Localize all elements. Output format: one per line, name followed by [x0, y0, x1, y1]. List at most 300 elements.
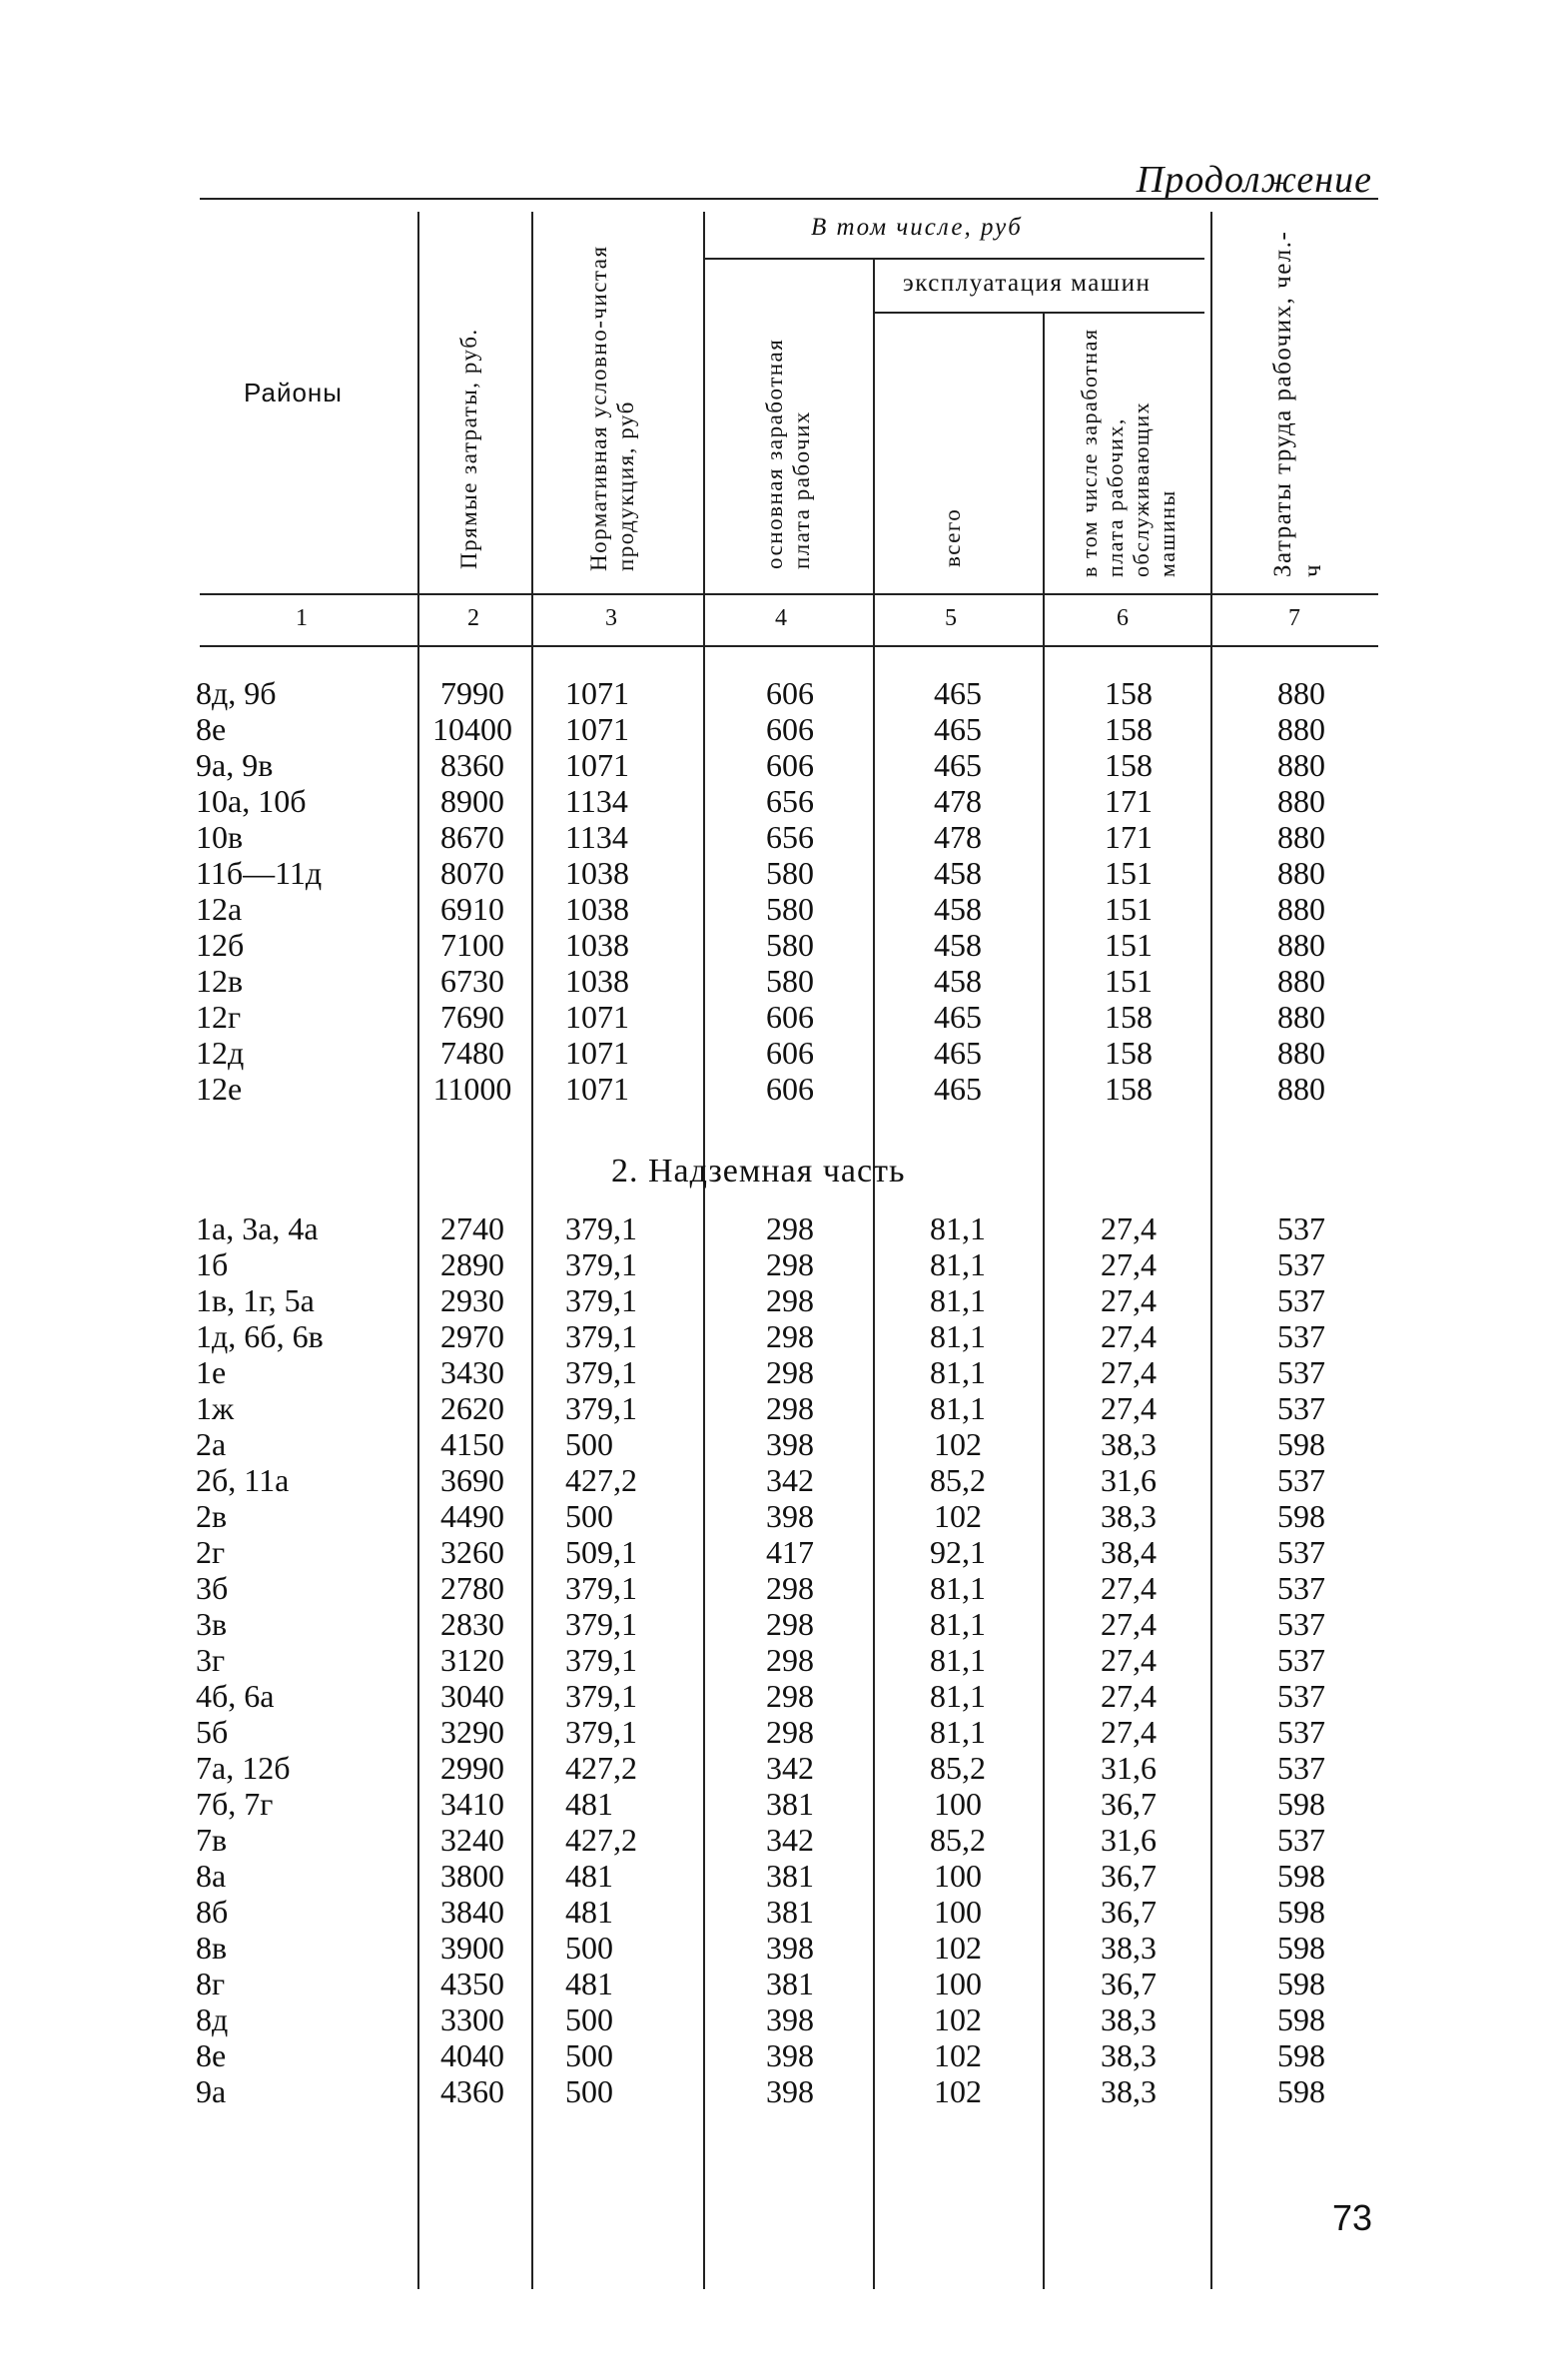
cell-normative-product: 379,1	[565, 1318, 637, 1354]
cell-district: 3г	[196, 1642, 226, 1678]
cell-machine-total: 85,2	[930, 1822, 986, 1858]
cell-district: 10а, 10б	[196, 783, 307, 819]
cell-base-wages: 381	[766, 1966, 814, 2001]
cell-normative-product: 379,1	[565, 1570, 637, 1606]
cell-base-wages: 298	[766, 1606, 814, 1642]
cell-normative-product: 481	[565, 1786, 613, 1822]
cell-direct-costs: 7480	[440, 1035, 504, 1071]
cell-machine-wages: 27,4	[1101, 1282, 1157, 1318]
table-row	[0, 1570, 1398, 1606]
cell-machine-total: 102	[934, 1426, 982, 1462]
table-row	[0, 891, 1398, 927]
cell-labor-cost: 537	[1277, 1318, 1325, 1354]
cell-direct-costs: 3300	[440, 2001, 504, 2037]
cell-normative-product: 379,1	[565, 1210, 637, 1246]
cell-machine-wages: 38,3	[1101, 1930, 1157, 1966]
table-row	[0, 783, 1398, 819]
table-row	[0, 999, 1398, 1035]
including-rule	[705, 258, 1204, 260]
cell-direct-costs: 3690	[440, 1462, 504, 1498]
cell-base-wages: 606	[766, 711, 814, 747]
cell-labor-cost: 598	[1277, 2073, 1325, 2109]
cell-normative-product: 379,1	[565, 1390, 637, 1426]
cell-direct-costs: 4360	[440, 2073, 504, 2109]
table-row	[0, 2073, 1398, 2109]
cell-direct-costs: 4490	[440, 1498, 504, 1534]
cell-labor-cost: 880	[1277, 1035, 1325, 1071]
cell-machine-wages: 171	[1105, 783, 1153, 819]
table-row	[0, 675, 1398, 711]
table-row	[0, 1426, 1398, 1462]
cell-base-wages: 580	[766, 855, 814, 891]
cell-labor-cost: 537	[1277, 1678, 1325, 1714]
districts-header: Районы	[244, 378, 343, 407]
cell-base-wages: 298	[766, 1210, 814, 1246]
cell-labor-cost: 880	[1277, 963, 1325, 999]
table-row	[0, 1462, 1398, 1498]
cell-direct-costs: 3290	[440, 1714, 504, 1750]
cell-district: 10в	[196, 819, 244, 855]
cell-normative-product: 1038	[565, 855, 629, 891]
cell-base-wages: 298	[766, 1318, 814, 1354]
cell-base-wages: 381	[766, 1858, 814, 1894]
header-top-rule	[200, 198, 1378, 200]
cell-base-wages: 298	[766, 1678, 814, 1714]
cell-base-wages: 398	[766, 2001, 814, 2037]
cell-labor-cost: 537	[1277, 1606, 1325, 1642]
cell-machine-total: 102	[934, 2001, 982, 2037]
cell-machine-wages: 151	[1105, 963, 1153, 999]
cell-normative-product: 481	[565, 1894, 613, 1930]
section-title: 2. Надземная часть	[611, 1153, 906, 1190]
cell-direct-costs: 3260	[440, 1534, 504, 1570]
cell-labor-cost: 598	[1277, 1786, 1325, 1822]
column-number-1: 1	[296, 605, 308, 631]
table-row	[0, 1246, 1398, 1282]
cell-direct-costs: 3430	[440, 1354, 504, 1390]
cell-normative-product: 427,2	[565, 1750, 637, 1786]
cell-direct-costs: 3840	[440, 1894, 504, 1930]
cell-machine-total: 81,1	[930, 1606, 986, 1642]
cell-base-wages: 298	[766, 1570, 814, 1606]
cell-machine-wages: 171	[1105, 819, 1153, 855]
cell-direct-costs: 7690	[440, 999, 504, 1035]
cell-labor-cost: 598	[1277, 1966, 1325, 2001]
cell-machine-wages: 27,4	[1101, 1606, 1157, 1642]
continuation-label: Продолжение	[1136, 159, 1372, 201]
cell-direct-costs: 2780	[440, 1570, 504, 1606]
cell-machine-total: 465	[934, 1035, 982, 1071]
cell-base-wages: 342	[766, 1822, 814, 1858]
cell-machine-wages: 38,3	[1101, 2073, 1157, 2109]
cell-labor-cost: 598	[1277, 1426, 1325, 1462]
column-number-4: 4	[775, 605, 787, 631]
column-number-2: 2	[467, 605, 479, 631]
cell-district: 8в	[196, 1930, 228, 1966]
cell-district: 8е	[196, 711, 227, 747]
cell-district: 4б, 6а	[196, 1678, 275, 1714]
cell-base-wages: 298	[766, 1642, 814, 1678]
cell-machine-wages: 38,3	[1101, 2001, 1157, 2037]
table-row	[0, 1714, 1398, 1750]
cell-machine-wages: 38,3	[1101, 1498, 1157, 1534]
cell-labor-cost: 880	[1277, 711, 1325, 747]
cell-district: 12а	[196, 891, 243, 927]
table-row	[0, 1858, 1398, 1894]
table-row	[0, 927, 1398, 963]
cell-direct-costs: 4150	[440, 1426, 504, 1462]
cell-machine-total: 465	[934, 675, 982, 711]
cell-district: 2б, 11а	[196, 1462, 290, 1498]
cell-direct-costs: 3040	[440, 1678, 504, 1714]
cell-base-wages: 381	[766, 1786, 814, 1822]
cell-normative-product: 500	[565, 1498, 613, 1534]
cell-labor-cost: 537	[1277, 1534, 1325, 1570]
cell-machine-total: 85,2	[930, 1462, 986, 1498]
cell-district: 8д, 9б	[196, 675, 277, 711]
cell-machine-total: 478	[934, 819, 982, 855]
cell-direct-costs: 2890	[440, 1246, 504, 1282]
cell-district: 12е	[196, 1071, 243, 1107]
cell-machine-total: 465	[934, 999, 982, 1035]
cell-district: 8г	[196, 1966, 226, 2001]
cell-normative-product: 379,1	[565, 1246, 637, 1282]
cell-direct-costs: 2970	[440, 1318, 504, 1354]
table-row	[0, 1390, 1398, 1426]
cell-labor-cost: 537	[1277, 1642, 1325, 1678]
cell-machine-wages: 36,7	[1101, 1858, 1157, 1894]
table-row	[0, 1534, 1398, 1570]
cell-machine-wages: 158	[1105, 711, 1153, 747]
cell-base-wages: 398	[766, 2037, 814, 2073]
cell-machine-wages: 158	[1105, 675, 1153, 711]
cell-base-wages: 606	[766, 747, 814, 783]
cell-district: 3б	[196, 1570, 229, 1606]
cell-normative-product: 500	[565, 2073, 613, 2109]
cell-normative-product: 509,1	[565, 1534, 637, 1570]
cell-normative-product: 379,1	[565, 1642, 637, 1678]
table-row	[0, 1071, 1398, 1107]
cell-labor-cost: 880	[1277, 927, 1325, 963]
cell-normative-product: 1071	[565, 675, 629, 711]
cell-direct-costs: 3900	[440, 1930, 504, 1966]
cell-normative-product: 1134	[565, 783, 628, 819]
table-row	[0, 963, 1398, 999]
cell-direct-costs: 2830	[440, 1606, 504, 1642]
normative-product-header: Нормативная условно-чистая продукция, руб	[586, 245, 638, 571]
cell-base-wages: 398	[766, 2073, 814, 2109]
cell-normative-product: 500	[565, 1930, 613, 1966]
base-wages-header: основная заработная плата рабочих	[762, 338, 814, 569]
cell-normative-product: 500	[565, 1426, 613, 1462]
table-row	[0, 1354, 1398, 1390]
cell-labor-cost: 880	[1277, 675, 1325, 711]
cell-machine-total: 102	[934, 2073, 982, 2109]
cell-machine-wages: 158	[1105, 999, 1153, 1035]
cell-district: 1ж	[196, 1390, 235, 1426]
cell-machine-wages: 151	[1105, 927, 1153, 963]
table-row	[0, 1750, 1398, 1786]
cell-labor-cost: 537	[1277, 1210, 1325, 1246]
cell-direct-costs: 8360	[440, 747, 504, 783]
cell-machine-wages: 38,4	[1101, 1534, 1157, 1570]
cell-direct-costs: 8900	[440, 783, 504, 819]
cell-normative-product: 1071	[565, 747, 629, 783]
cell-machine-total: 102	[934, 1498, 982, 1534]
table-row	[0, 2001, 1398, 2037]
table-row	[0, 1930, 1398, 1966]
cell-machine-wages: 27,4	[1101, 1210, 1157, 1246]
cell-machine-total: 458	[934, 927, 982, 963]
cell-labor-cost: 537	[1277, 1354, 1325, 1390]
cell-direct-costs: 3240	[440, 1822, 504, 1858]
table-row	[0, 711, 1398, 747]
cell-machine-wages: 36,7	[1101, 1894, 1157, 1930]
table-row	[0, 1966, 1398, 2001]
cell-normative-product: 379,1	[565, 1606, 637, 1642]
cell-machine-total: 100	[934, 1786, 982, 1822]
cell-district: 7а, 12б	[196, 1750, 291, 1786]
table-row	[0, 1822, 1398, 1858]
including-header: В том числе, руб	[811, 214, 1023, 241]
cell-labor-cost: 598	[1277, 1498, 1325, 1534]
cell-machine-wages: 31,6	[1101, 1462, 1157, 1498]
cell-district: 8б	[196, 1894, 229, 1930]
cell-machine-total: 81,1	[930, 1714, 986, 1750]
cell-base-wages: 398	[766, 1498, 814, 1534]
cell-machine-total: 478	[934, 783, 982, 819]
cell-direct-costs: 7990	[440, 675, 504, 711]
cell-direct-costs: 2990	[440, 1750, 504, 1786]
cell-base-wages: 342	[766, 1750, 814, 1786]
cell-base-wages: 417	[766, 1534, 814, 1570]
table-row	[0, 819, 1398, 855]
cell-machine-wages: 158	[1105, 747, 1153, 783]
cell-normative-product: 427,2	[565, 1462, 637, 1498]
cell-machine-wages: 36,7	[1101, 1786, 1157, 1822]
cell-machine-total: 85,2	[930, 1750, 986, 1786]
column-number-6: 6	[1117, 605, 1129, 631]
cell-labor-cost: 598	[1277, 1930, 1325, 1966]
cell-machine-total: 458	[934, 855, 982, 891]
cell-base-wages: 298	[766, 1390, 814, 1426]
cell-district: 2г	[196, 1534, 226, 1570]
cell-labor-cost: 880	[1277, 891, 1325, 927]
cell-base-wages: 606	[766, 1071, 814, 1107]
cell-labor-cost: 537	[1277, 1570, 1325, 1606]
cell-direct-costs: 10400	[432, 711, 512, 747]
cell-machine-total: 100	[934, 1894, 982, 1930]
cell-machine-wages: 27,4	[1101, 1390, 1157, 1426]
labor-header: Затраты труда рабочих, чел.-ч	[1269, 230, 1326, 577]
cell-base-wages: 398	[766, 1426, 814, 1462]
cell-direct-costs: 3410	[440, 1786, 504, 1822]
cell-labor-cost: 880	[1277, 819, 1325, 855]
cell-machine-wages: 158	[1105, 1071, 1153, 1107]
table-row	[0, 1786, 1398, 1822]
cell-labor-cost: 537	[1277, 1750, 1325, 1786]
cell-machine-wages: 27,4	[1101, 1246, 1157, 1282]
cell-machine-wages: 27,4	[1101, 1642, 1157, 1678]
cell-machine-wages: 38,3	[1101, 1426, 1157, 1462]
cell-labor-cost: 880	[1277, 855, 1325, 891]
cell-base-wages: 656	[766, 783, 814, 819]
colnum-bottom-rule	[200, 645, 1378, 647]
cell-normative-product: 1071	[565, 1071, 629, 1107]
cell-normative-product: 1038	[565, 927, 629, 963]
cell-direct-costs: 2620	[440, 1390, 504, 1426]
table-row	[0, 1035, 1398, 1071]
cell-district: 9а	[196, 2073, 227, 2109]
cell-base-wages: 580	[766, 891, 814, 927]
cell-normative-product: 379,1	[565, 1354, 637, 1390]
cell-district: 8е	[196, 2037, 227, 2073]
table-row	[0, 1678, 1398, 1714]
table-row	[0, 1318, 1398, 1354]
cell-base-wages: 342	[766, 1462, 814, 1498]
cell-machine-wages: 31,6	[1101, 1750, 1157, 1786]
cell-normative-product: 1134	[565, 819, 628, 855]
cell-direct-costs: 6730	[440, 963, 504, 999]
cell-base-wages: 606	[766, 1035, 814, 1071]
cell-machine-total: 81,1	[930, 1210, 986, 1246]
page-number: 73	[1332, 2197, 1373, 2238]
machine-operation-header: эксплуатация машин	[903, 270, 1152, 297]
cell-machine-total: 81,1	[930, 1246, 986, 1282]
direct-costs-header: Прямые затраты, руб.	[456, 328, 481, 569]
cell-machine-total: 81,1	[930, 1678, 986, 1714]
cell-district: 11б—11д	[196, 855, 323, 891]
cell-direct-costs: 2740	[440, 1210, 504, 1246]
cell-direct-costs: 2930	[440, 1282, 504, 1318]
cell-labor-cost: 880	[1277, 783, 1325, 819]
cell-machine-total: 100	[934, 1858, 982, 1894]
cell-labor-cost: 537	[1277, 1714, 1325, 1750]
cell-base-wages: 298	[766, 1354, 814, 1390]
cell-normative-product: 1038	[565, 963, 629, 999]
cell-labor-cost: 598	[1277, 1858, 1325, 1894]
cell-labor-cost: 598	[1277, 2001, 1325, 2037]
cell-normative-product: 379,1	[565, 1282, 637, 1318]
cell-normative-product: 1071	[565, 711, 629, 747]
cell-base-wages: 580	[766, 963, 814, 999]
cell-normative-product: 379,1	[565, 1678, 637, 1714]
cell-machine-total: 81,1	[930, 1282, 986, 1318]
cell-labor-cost: 880	[1277, 747, 1325, 783]
cell-district: 12в	[196, 963, 244, 999]
cell-direct-costs: 3120	[440, 1642, 504, 1678]
cell-base-wages: 656	[766, 819, 814, 855]
cell-direct-costs: 8670	[440, 819, 504, 855]
cell-machine-total: 458	[934, 891, 982, 927]
cell-district: 1е	[196, 1354, 227, 1390]
table-row	[0, 1894, 1398, 1930]
cell-district: 3в	[196, 1606, 228, 1642]
cell-machine-total: 81,1	[930, 1570, 986, 1606]
cell-normative-product: 500	[565, 2001, 613, 2037]
cell-district: 1д, 6б, 6в	[196, 1318, 324, 1354]
header-bottom-rule	[200, 593, 1378, 595]
cell-machine-total: 102	[934, 2037, 982, 2073]
cell-normative-product: 1038	[565, 891, 629, 927]
cell-labor-cost: 880	[1277, 999, 1325, 1035]
cell-machine-wages: 27,4	[1101, 1570, 1157, 1606]
cell-district: 9а, 9в	[196, 747, 274, 783]
cell-machine-wages: 31,6	[1101, 1822, 1157, 1858]
cell-direct-costs: 8070	[440, 855, 504, 891]
total-header: всего	[940, 507, 965, 567]
cell-district: 12б	[196, 927, 245, 963]
cell-district: 5б	[196, 1714, 229, 1750]
table-row	[0, 1642, 1398, 1678]
cell-machine-total: 465	[934, 711, 982, 747]
cell-base-wages: 606	[766, 999, 814, 1035]
cell-district: 8д	[196, 2001, 229, 2037]
table-row	[0, 1498, 1398, 1534]
cell-machine-wages: 27,4	[1101, 1678, 1157, 1714]
cell-district: 7в	[196, 1822, 228, 1858]
cell-base-wages: 298	[766, 1246, 814, 1282]
cell-machine-wages: 158	[1105, 1035, 1153, 1071]
cell-normative-product: 1071	[565, 999, 629, 1035]
cell-base-wages: 398	[766, 1930, 814, 1966]
table-row	[0, 747, 1398, 783]
cell-normative-product: 427,2	[565, 1822, 637, 1858]
column-number-7: 7	[1288, 605, 1300, 631]
including-wages-header: в том числе заработная плата рабочих, обслуживающих машины	[1077, 328, 1179, 577]
column-number-3: 3	[605, 605, 617, 631]
cell-direct-costs: 4350	[440, 1966, 504, 2001]
cell-labor-cost: 598	[1277, 1894, 1325, 1930]
cell-machine-total: 81,1	[930, 1390, 986, 1426]
cell-machine-wages: 151	[1105, 891, 1153, 927]
cell-base-wages: 580	[766, 927, 814, 963]
table-row	[0, 1210, 1398, 1246]
cell-normative-product: 481	[565, 1966, 613, 2001]
cell-direct-costs: 4040	[440, 2037, 504, 2073]
cell-district: 2а	[196, 1426, 227, 1462]
cell-machine-wages: 38,3	[1101, 2037, 1157, 2073]
cell-normative-product: 379,1	[565, 1714, 637, 1750]
cell-labor-cost: 537	[1277, 1282, 1325, 1318]
column-number-5: 5	[945, 605, 957, 631]
table-row	[0, 1606, 1398, 1642]
cell-labor-cost: 598	[1277, 2037, 1325, 2073]
cell-base-wages: 298	[766, 1714, 814, 1750]
cell-machine-total: 102	[934, 1930, 982, 1966]
cell-machine-total: 100	[934, 1966, 982, 2001]
table-row	[0, 855, 1398, 891]
cell-direct-costs: 3800	[440, 1858, 504, 1894]
cell-direct-costs: 7100	[440, 927, 504, 963]
cell-base-wages: 606	[766, 675, 814, 711]
cell-normative-product: 500	[565, 2037, 613, 2073]
cell-machine-total: 458	[934, 963, 982, 999]
cell-machine-wages: 27,4	[1101, 1714, 1157, 1750]
cell-machine-total: 465	[934, 747, 982, 783]
table-row	[0, 1282, 1398, 1318]
cell-machine-wages: 27,4	[1101, 1318, 1157, 1354]
cell-normative-product: 1071	[565, 1035, 629, 1071]
cell-district: 7б, 7г	[196, 1786, 274, 1822]
cell-machine-total: 465	[934, 1071, 982, 1107]
cell-machine-wages: 36,7	[1101, 1966, 1157, 2001]
cell-labor-cost: 880	[1277, 1071, 1325, 1107]
cell-labor-cost: 537	[1277, 1462, 1325, 1498]
cell-machine-total: 81,1	[930, 1318, 986, 1354]
cell-district: 12д	[196, 1035, 245, 1071]
cell-direct-costs: 11000	[432, 1071, 512, 1107]
